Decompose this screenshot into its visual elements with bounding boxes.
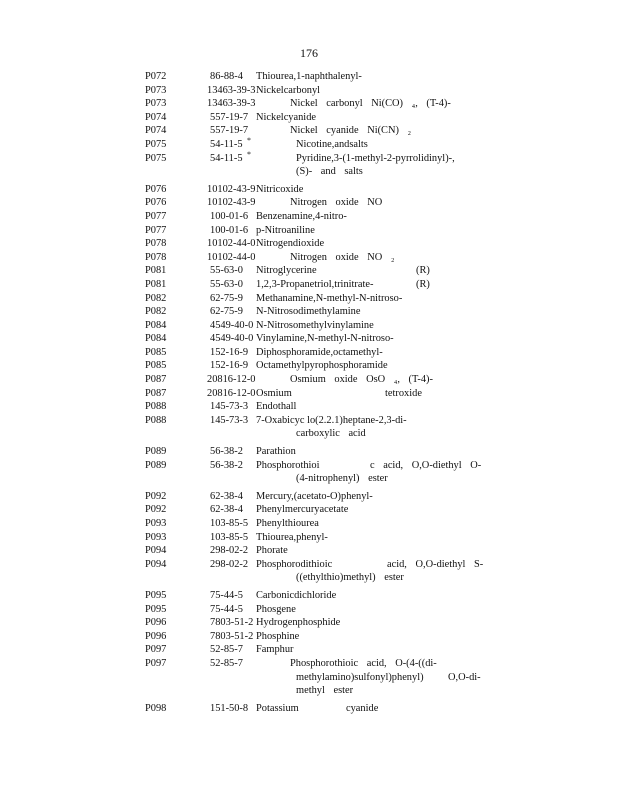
cas-number: 52-85-7 bbox=[210, 657, 243, 669]
substance-name: Diphosphoramide,octamethyl- bbox=[256, 346, 383, 358]
substance-name: N-Nitrosomethylvinylamine bbox=[256, 319, 374, 331]
hazardous-waste-table bbox=[0, 71, 618, 716]
waste-code: P082 bbox=[145, 292, 167, 304]
waste-code: P094 bbox=[145, 545, 167, 557]
substance-name: Nitroglycerine bbox=[256, 265, 317, 277]
cas-number: 13463-39-3 bbox=[207, 84, 256, 96]
table-row bbox=[0, 125, 618, 139]
table-row bbox=[0, 112, 618, 126]
waste-code: P097 bbox=[145, 657, 167, 669]
substance-name: Nickel cyanide Ni(CN) ₂ bbox=[290, 125, 412, 137]
substance-name: Phorate bbox=[256, 545, 288, 557]
cas-number: 298-02-2 bbox=[210, 545, 249, 557]
reactivity-flag: (R) bbox=[416, 265, 430, 277]
cas-number: 10102-44-0 bbox=[207, 251, 256, 263]
waste-code: P093 bbox=[145, 518, 167, 529]
substance-name: Benzenamine,4-nitro- bbox=[256, 210, 347, 222]
waste-code: P098 bbox=[145, 702, 167, 714]
substance-name: Nitrogen oxide NO bbox=[290, 197, 383, 209]
waste-code: P077 bbox=[145, 224, 167, 236]
table-row bbox=[0, 504, 618, 518]
cas-number: 100-01-6 bbox=[210, 210, 249, 222]
cas-number: 20816-12-0 bbox=[207, 374, 256, 386]
page-number: 176 bbox=[300, 46, 318, 60]
substance-name: Pyridine,3-(1-methyl-2-pyrrolidinyl)-, bbox=[296, 152, 455, 164]
table-row bbox=[0, 265, 618, 279]
table-row bbox=[0, 98, 618, 112]
table-row bbox=[0, 374, 618, 388]
table-row bbox=[0, 135, 618, 153]
cas-number: 62-75-9 bbox=[210, 306, 243, 318]
substance-name: Phosphorodithioic bbox=[256, 558, 333, 570]
substance-name: Nitrogendioxide bbox=[256, 238, 325, 250]
table-row bbox=[0, 293, 618, 307]
table-row bbox=[0, 279, 618, 293]
substance-name: Thiourea,phenyl- bbox=[256, 531, 328, 543]
substance-name-continued: cyanide bbox=[346, 702, 379, 714]
table-row bbox=[0, 703, 618, 717]
table-row bbox=[0, 685, 618, 699]
cas-number: 10102-43-9 bbox=[207, 183, 256, 195]
substance-name: Endothall bbox=[256, 401, 297, 413]
substance-name: N-Nitrosodimethylamine bbox=[256, 306, 361, 318]
cas-number: 52-85-7 bbox=[210, 644, 243, 656]
table-row bbox=[0, 85, 618, 99]
cas-number: 4549-40-0 bbox=[210, 319, 254, 331]
substance-name: p-Nitroaniline bbox=[256, 224, 315, 236]
waste-code: P085 bbox=[145, 360, 167, 372]
table-row bbox=[0, 225, 618, 239]
table-row bbox=[0, 460, 618, 474]
table-row bbox=[0, 559, 618, 573]
cas-number: 62-38-4 bbox=[210, 504, 243, 516]
substance-name: Phosgene bbox=[256, 603, 296, 615]
substance-name: Osmium oxide OsO ₄, (T-4)- bbox=[290, 374, 433, 386]
cas-number: 152-16-9 bbox=[210, 346, 249, 358]
substance-name: 1,2,3-Propanetriol,trinitrate- bbox=[256, 278, 374, 290]
waste-code: P093 bbox=[145, 531, 167, 543]
cas-number: 557-19-7 bbox=[210, 125, 249, 137]
substance-name: Nickelcarbonyl bbox=[256, 84, 321, 96]
cas-number: 20816-12-0 bbox=[207, 387, 256, 399]
waste-code: P084 bbox=[145, 333, 167, 345]
table-row bbox=[0, 197, 618, 211]
substance-name: Nitrogen oxide NO ₂ bbox=[290, 251, 395, 263]
table-row bbox=[0, 333, 618, 347]
substance-name: Octamethylpyrophosphoramide bbox=[256, 360, 388, 372]
waste-code: P097 bbox=[145, 644, 167, 656]
substance-name: Nickelcyanide bbox=[256, 111, 317, 123]
substance-name-continued: c acid, O,O-diethyl O- bbox=[370, 459, 482, 471]
cas-number: 55-63-0 bbox=[210, 278, 243, 290]
cas-number: 54-11-5 bbox=[210, 152, 243, 164]
waste-code: P094 bbox=[145, 558, 167, 570]
waste-code: P081 bbox=[145, 278, 167, 290]
table-row bbox=[0, 320, 618, 334]
table-row bbox=[0, 306, 618, 320]
substance-name-continued: O,O-di- bbox=[448, 671, 481, 683]
waste-code: P073 bbox=[145, 98, 167, 110]
cas-number: 10102-44-0 bbox=[207, 238, 256, 250]
waste-code: P088 bbox=[145, 401, 167, 413]
waste-code: P084 bbox=[145, 319, 167, 331]
waste-code: P076 bbox=[145, 197, 167, 209]
substance-name: Famphur bbox=[256, 644, 294, 656]
waste-code: P087 bbox=[145, 387, 167, 399]
waste-code: P085 bbox=[145, 346, 167, 358]
table-row bbox=[0, 360, 618, 374]
table-row bbox=[0, 518, 618, 532]
substance-name: Carbonicdichloride bbox=[256, 589, 337, 601]
waste-code: P087 bbox=[145, 374, 167, 386]
substance-name: Phosphorothioic acid, O-(4-((di- bbox=[290, 657, 437, 669]
substance-name: Thiourea,1-naphthalenyl- bbox=[256, 71, 362, 82]
substance-name: methyl ester bbox=[296, 685, 354, 697]
waste-code: P096 bbox=[145, 630, 167, 642]
cas-number: 55-63-0 bbox=[210, 265, 243, 277]
waste-code: P096 bbox=[145, 617, 167, 629]
cas-number: 152-16-9 bbox=[210, 360, 249, 372]
cas-number: 54-11-5 bbox=[210, 138, 243, 150]
substance-name: 7-Oxabicyc lo(2.2.1)heptane-2,3-di- bbox=[256, 414, 407, 426]
substance-name: (4-nitrophenyl) ester bbox=[296, 473, 388, 485]
cas-number: 298-02-2 bbox=[210, 558, 249, 570]
table-row bbox=[0, 166, 618, 180]
substance-name: Hydrogenphosphide bbox=[256, 617, 341, 629]
waste-code: P089 bbox=[145, 446, 167, 458]
waste-code: P082 bbox=[145, 306, 167, 318]
cas-number: 151-50-8 bbox=[210, 702, 249, 714]
substance-name: Methanamine,N-methyl-N-nitroso- bbox=[256, 292, 403, 304]
cas-number: 100-01-6 bbox=[210, 224, 249, 236]
table-row bbox=[0, 428, 618, 442]
cas-number: 56-38-2 bbox=[210, 459, 243, 471]
waste-code: P074 bbox=[145, 125, 167, 137]
table-row bbox=[0, 238, 618, 252]
table-row bbox=[0, 252, 618, 266]
cas-number: 7803-51-2 bbox=[210, 617, 254, 629]
table-row bbox=[0, 604, 618, 618]
substance-name: Phenylmercuryacetate bbox=[256, 504, 349, 516]
waste-code: P089 bbox=[145, 459, 167, 471]
cas-number: 75-44-5 bbox=[210, 589, 243, 601]
table-row bbox=[0, 617, 618, 631]
table-row bbox=[0, 149, 618, 167]
table-row bbox=[0, 572, 618, 586]
substance-name: Mercury,(acetato-O)phenyl- bbox=[256, 490, 373, 502]
cas-number: 86-88-4 bbox=[210, 71, 243, 82]
cas-number: 62-38-4 bbox=[210, 490, 243, 502]
cas-number: 13463-39-3 bbox=[207, 98, 256, 110]
table-row bbox=[0, 415, 618, 429]
substance-name: Potassium bbox=[256, 702, 299, 714]
substance-name: Nitricoxide bbox=[256, 183, 304, 195]
table-row bbox=[0, 672, 618, 686]
waste-code: P078 bbox=[145, 251, 167, 263]
table-row bbox=[0, 658, 618, 672]
footnote-mark: * bbox=[247, 149, 251, 159]
substance-name: Phosphorothioi bbox=[256, 459, 320, 471]
table-row bbox=[0, 644, 618, 658]
substance-name: methylamino)sulfonyl)phenyl) bbox=[296, 671, 424, 683]
table-row bbox=[0, 71, 618, 85]
cas-number: 145-73-3 bbox=[210, 414, 249, 426]
substance-name: Osmium bbox=[256, 387, 292, 399]
substance-name: (S)- and salts bbox=[296, 166, 363, 178]
substance-name: Nicotine,andsalts bbox=[296, 138, 368, 150]
cas-number: 4549-40-0 bbox=[210, 333, 254, 345]
cas-number: 75-44-5 bbox=[210, 603, 243, 615]
waste-code: P081 bbox=[145, 265, 167, 277]
cas-number: 10102-43-9 bbox=[207, 197, 256, 209]
cas-number: 557-19-7 bbox=[210, 111, 249, 123]
waste-code: P075 bbox=[145, 138, 167, 150]
waste-code: P074 bbox=[145, 111, 167, 123]
substance-name: Parathion bbox=[256, 446, 296, 458]
waste-code: P072 bbox=[145, 71, 167, 82]
waste-code: P078 bbox=[145, 238, 167, 250]
table-row bbox=[0, 401, 618, 415]
cas-number: 56-38-2 bbox=[210, 446, 243, 458]
substance-name: carboxylic acid bbox=[296, 428, 366, 440]
table-row bbox=[0, 532, 618, 546]
substance-name-continued: acid, O,O-diethyl S- bbox=[387, 558, 484, 570]
waste-code: P092 bbox=[145, 504, 167, 516]
waste-code: P092 bbox=[145, 490, 167, 502]
cas-number: 145-73-3 bbox=[210, 401, 249, 413]
cas-number: 62-75-9 bbox=[210, 292, 243, 304]
cas-number: 103-85-5 bbox=[210, 518, 249, 529]
table-row bbox=[0, 388, 618, 402]
table-row bbox=[0, 491, 618, 505]
waste-code: P088 bbox=[145, 414, 167, 426]
substance-name: Nickel carbonyl Ni(CO) ₄, (T-4)- bbox=[290, 98, 451, 110]
waste-code: P095 bbox=[145, 589, 167, 601]
substance-name: Phosphine bbox=[256, 630, 300, 642]
reactivity-flag: (R) bbox=[416, 278, 430, 290]
cas-number: 7803-51-2 bbox=[210, 630, 254, 642]
table-row bbox=[0, 473, 618, 487]
waste-code: P075 bbox=[145, 152, 167, 164]
waste-code: P073 bbox=[145, 84, 167, 96]
waste-code: P095 bbox=[145, 603, 167, 615]
table-row bbox=[0, 211, 618, 225]
table-row bbox=[0, 347, 618, 361]
table-row bbox=[0, 545, 618, 559]
waste-code: P076 bbox=[145, 183, 167, 195]
footnote-mark: * bbox=[247, 135, 251, 145]
cas-number: 103-85-5 bbox=[210, 531, 249, 543]
table-row bbox=[0, 590, 618, 604]
table-row bbox=[0, 631, 618, 645]
table-row bbox=[0, 446, 618, 460]
substance-name-continued: tetroxide bbox=[385, 387, 422, 399]
table-row bbox=[0, 184, 618, 198]
substance-name: Phenylthiourea bbox=[256, 518, 319, 529]
substance-name: ((ethylthio)methyl) ester bbox=[296, 572, 404, 584]
waste-code: P077 bbox=[145, 210, 167, 222]
substance-name: Vinylamine,N-methyl-N-nitroso- bbox=[256, 333, 394, 345]
